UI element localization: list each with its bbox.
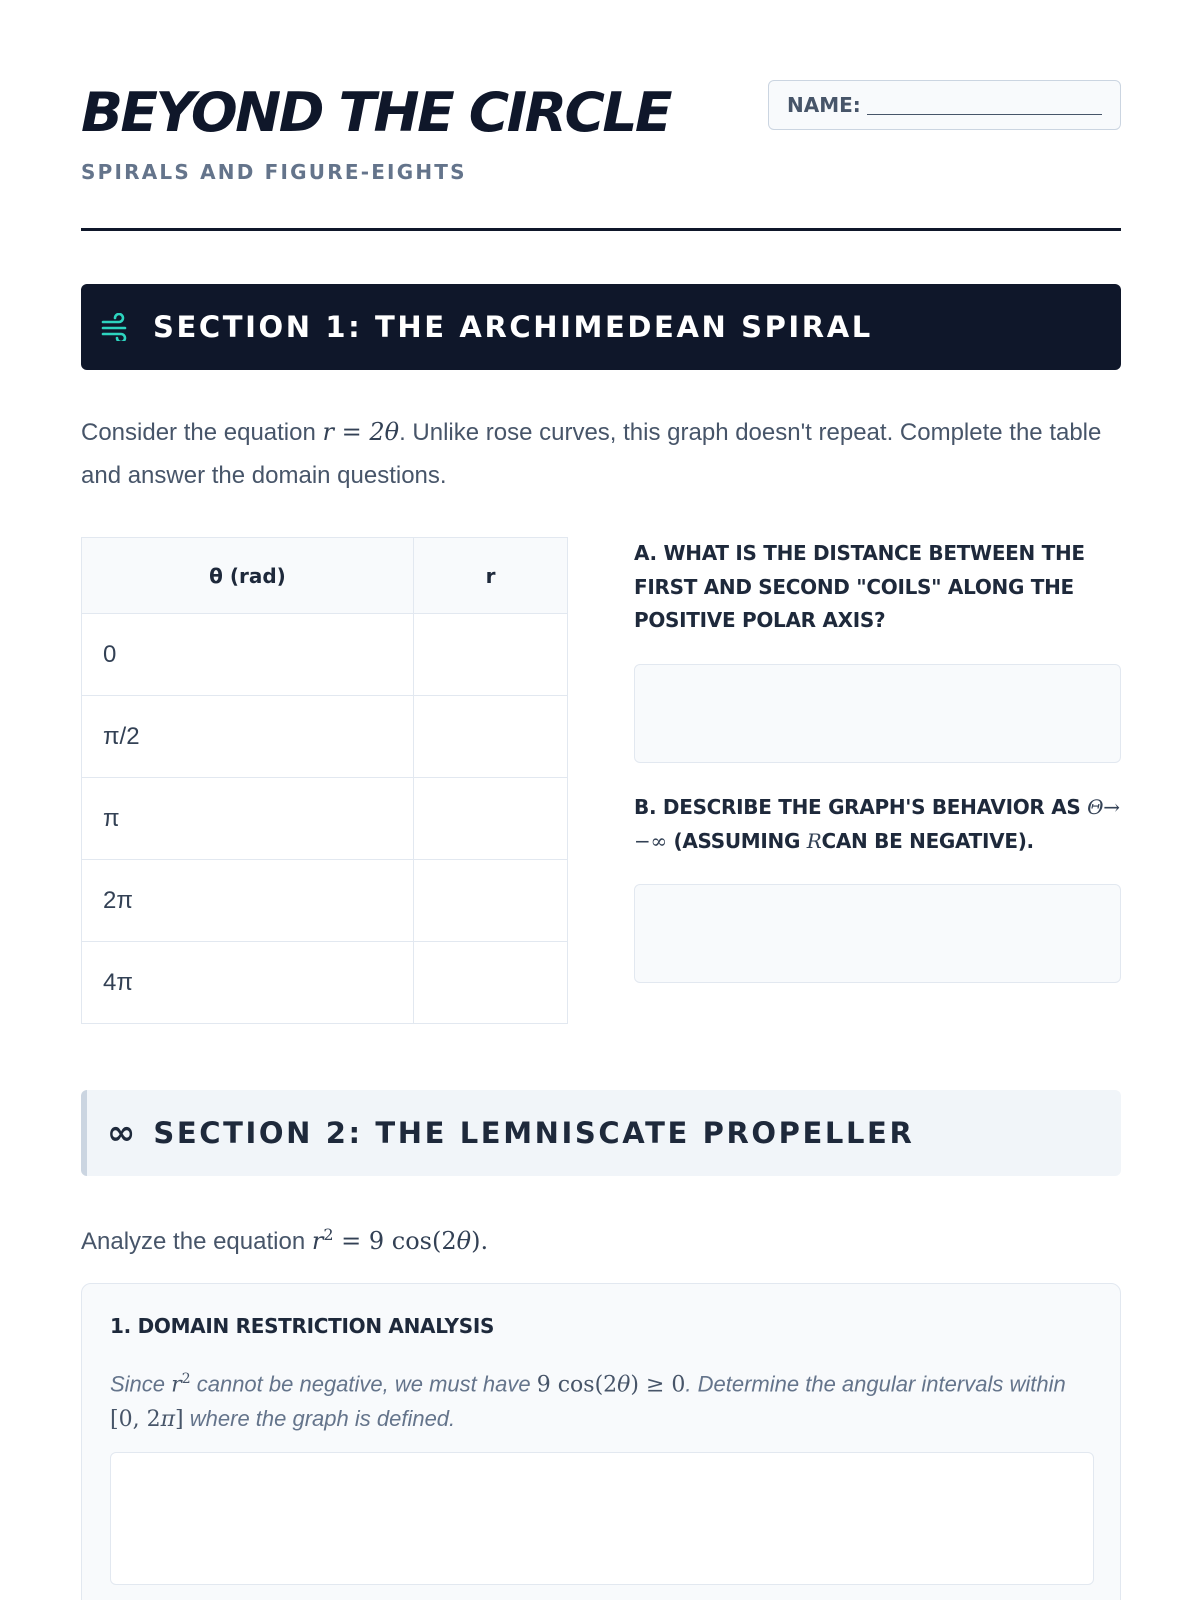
section-2-title: SECTION 2: THE LEMNISCATE PROPELLER [153, 1116, 915, 1150]
table-row [82, 696, 568, 778]
infinity-icon: ∞ [107, 1113, 136, 1153]
theta-column-header: θ (rad) [82, 538, 414, 614]
theta-cell: 2π [82, 860, 414, 942]
card-title: 1. DOMAIN RESTRICTION ANALYSIS [110, 1314, 495, 1338]
worksheet-title: BEYOND THE CIRCLE [81, 81, 670, 144]
theta-cell: 0 [82, 614, 414, 696]
worksheet-header [81, 0, 1121, 231]
table-row [82, 942, 568, 1024]
spiral-table [81, 537, 568, 1024]
r-column-header: r [414, 538, 568, 614]
domain-restriction-card [81, 1283, 1121, 1600]
question-b-label: B. DESCRIBE THE GRAPH'S BEHAVIOR AS Θ→ −∞ (ASSUMING RCAN BE NEGATIVE). [634, 795, 1120, 853]
section-1-header [81, 284, 1121, 370]
worksheet-page [81, 0, 1121, 1433]
r-input-cell[interactable] [414, 860, 568, 942]
worksheet-subtitle: SPIRALS AND FIGURE-EIGHTS [81, 160, 467, 184]
domain-answer-box[interactable] [110, 1452, 1094, 1585]
table-row [82, 860, 568, 942]
r-input-cell[interactable] [414, 614, 568, 696]
section-1-title: SECTION 1: THE ARCHIMEDEAN SPIRAL [153, 310, 873, 344]
question-a-answer-box[interactable] [634, 664, 1121, 763]
question-a-label: A. WHAT IS THE DISTANCE BETWEEN THE FIRST AND SECOND "COILS" ALONG THE POSITIVE POLAR AXIS? [634, 541, 1085, 632]
name-line[interactable] [867, 95, 1102, 115]
card-description: Since $r^2$ cannot be negative, we must have 9 cos(2θ) ≥ 0. Determine the angular intervals within [0, 2π] where the graph is defined. [110, 1371, 1066, 1433]
wind-icon [101, 313, 133, 341]
theta-cell: π [82, 778, 414, 860]
r-input-cell[interactable] [414, 696, 568, 778]
section-2-header [81, 1090, 1121, 1176]
table-row [82, 778, 568, 860]
section-2-intro: Analyze the equation $r^2 = 9$ cos(2θ). [81, 1225, 489, 1255]
r-input-cell[interactable] [414, 942, 568, 1024]
section-1-intro: Consider the equation r = 2θ. Unlike rose curves, this graph doesn't repeat. Complete the table and answer the domain questions. [81, 418, 1102, 489]
table-row [82, 614, 568, 696]
name-label: NAME: [787, 93, 861, 117]
question-b-answer-box[interactable] [634, 884, 1121, 983]
theta-cell: 4π [82, 942, 414, 1024]
r-input-cell[interactable] [414, 778, 568, 860]
name-field[interactable] [768, 80, 1121, 130]
theta-cell: π/2 [82, 696, 414, 778]
